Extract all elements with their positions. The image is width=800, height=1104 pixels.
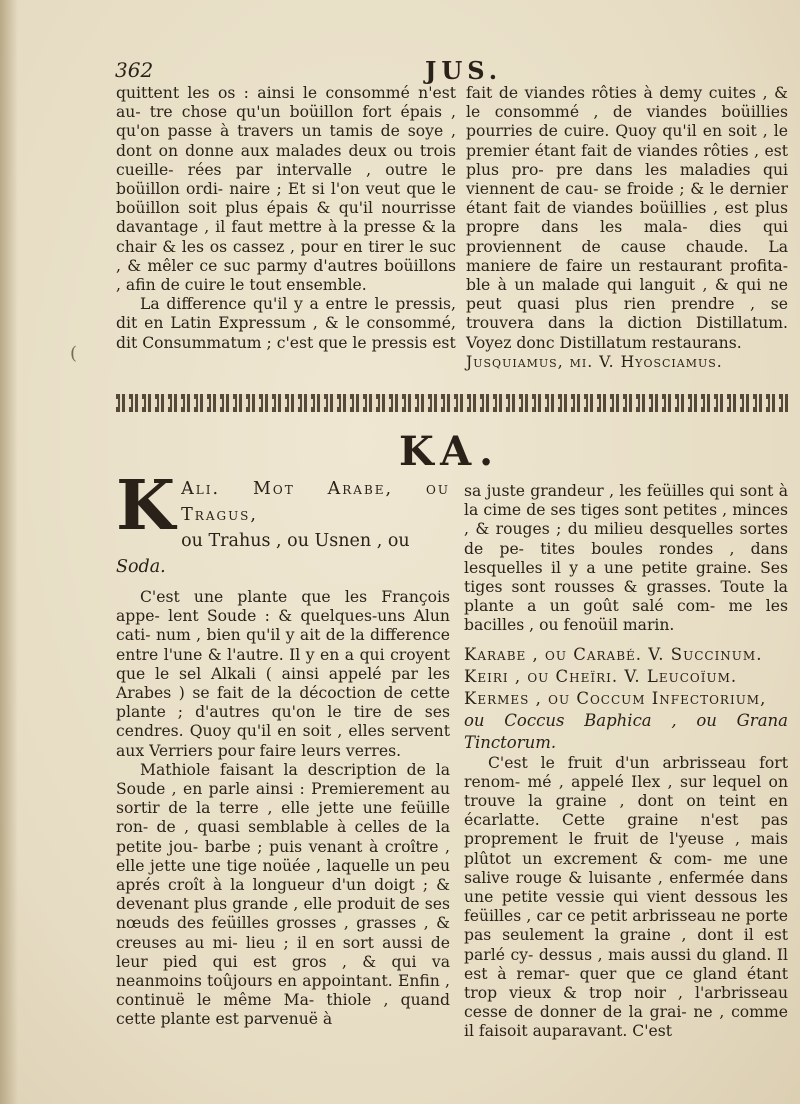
text-line: maniere de faire un restaurant profita-	[466, 256, 788, 275]
text-line: rouges ; du milieu desquelles sortes de pe-	[464, 520, 788, 558]
text-line: C'est le fruit d'un arbrisseau fort renom-	[464, 753, 788, 791]
text-line: tre chose qu'un boüillon fort épais , qu'on	[116, 103, 456, 141]
text-line: boüillies , est plus propre dans les mala-	[466, 199, 789, 237]
text-line: dies qui proviennent de cause chaude. La	[466, 218, 788, 256]
text-line: pre dans les maladies qui viennent de cau-	[466, 160, 788, 199]
entry-kermes-continued	[464, 710, 788, 754]
entry-karabe	[464, 644, 788, 666]
lower-right-column	[464, 482, 788, 1042]
ornament-detail	[116, 399, 788, 407]
entry-kermes	[464, 688, 788, 710]
kali-line-1: Ali. Mot Arabe, ou Tragus,	[181, 479, 450, 525]
text-line: qu'il en soit , elles servent aux Verriers	[116, 722, 450, 760]
text-line: dit en Latin Expressum , & le consommé,	[116, 314, 456, 333]
page-number: 362	[115, 58, 154, 82]
text-line: se froide ; & le dernier étant fait de viandes	[466, 180, 788, 218]
paragraph	[116, 588, 450, 761]
text-line: grande , elle produit de ses nœuds des	[116, 895, 450, 933]
spacer	[116, 580, 450, 588]
text-line: sortir de la terre , elle jette une feüille ron-	[116, 799, 450, 837]
binding-gutter	[0, 0, 18, 1104]
text-line: dans la diction Distillatum. Voyez donc	[466, 314, 788, 352]
text-line: feüilles , car ce petit arbrisseau ne porte pas	[464, 907, 788, 945]
text-line: cassez , pour en tirer le suc , & mêler ce suc	[116, 237, 457, 275]
text-line: se fait de la décoction de cette plante ;	[116, 684, 450, 722]
text-line: feüilles grosses , grasses , & creuses au mi-	[116, 914, 450, 952]
upper-right-column	[466, 84, 788, 372]
text-line: peut quasi plus rien prendre , se trouvera	[466, 295, 788, 333]
paragraph	[116, 84, 456, 295]
kali-line-3: Soda.	[116, 557, 166, 577]
paragraph	[116, 761, 450, 1030]
text-line: dessus , mais aussi du gland. Il est à remar-	[464, 945, 788, 983]
text-line: graine , dont on teint en écarlatte. Cette	[464, 792, 788, 830]
entry-text: Keiri , ou Cheïri. V. Leucoïum.	[464, 666, 738, 686]
text-line: gros , & qui va neanmoins toûjours en	[116, 952, 450, 991]
drop-capital: K	[116, 466, 176, 546]
entry-text: Kermes , ou Coccum Infectorium,	[464, 688, 767, 708]
text-line: num , bien qu'il y ait de la difference entre	[116, 626, 450, 664]
spacer	[464, 636, 788, 644]
text-line: lent Soude : & quelques-uns Alun cati-	[116, 607, 450, 645]
text-line: tout ensemble.	[249, 276, 367, 295]
text-line: seulement la graine , dont il est parlé cy-	[464, 926, 788, 964]
text-line: pour faire leurs verres.	[217, 741, 402, 760]
text-line: quittent les os : ainsi le consommé n'est au-	[116, 84, 456, 122]
text-line: consommé , de viandes boüillies pourries	[466, 103, 788, 141]
kali-entry	[116, 466, 450, 580]
text-line: de , quasi semblable à celles de la petite jou-	[116, 818, 450, 856]
running-head: JUS.	[425, 56, 503, 85]
text-line: Soude , en parle ainsi : Premierement au	[116, 780, 450, 799]
text-line: étant fait de viandes rôties , est plus pro-	[466, 141, 788, 179]
paragraph	[116, 295, 456, 353]
text-line: grasses. Toute la plante a un goût salé com-	[464, 578, 788, 616]
text-line: ble à un malade qui languit , & qui ne	[466, 276, 788, 295]
kali-line-2: ou Trahus , ou Usnen , ou	[181, 531, 410, 551]
text-line: le sel Alkali ( ainsi appelé par les Arabes )	[116, 664, 450, 703]
text-line: fait de viandes rôties à demy cuites , & le	[466, 84, 788, 122]
entry-keiri	[464, 666, 788, 688]
text-line: me les bacilles , ou fenoüil marin.	[464, 597, 788, 635]
text-line: barbe ; puis venant à croître , elle jette une	[116, 837, 451, 875]
text-line: naire ; Et si l'on veut que le boüillon soit	[116, 180, 456, 218]
text-line: Distillatum restaurans.	[559, 333, 742, 352]
text-line: longueur d'un doigt ; & devenant plus	[116, 876, 450, 914]
text-line: La difference qu'il y a entre le pressis,	[140, 295, 456, 314]
text-line: l'yeuse , mais plûtot un excrement & com-	[464, 830, 788, 868]
text-line: tige noüée , laquelle un peu aprés croît à la	[116, 856, 450, 895]
text-line: cime de ses tiges sont petites , minces , &	[464, 501, 788, 539]
paragraph	[464, 482, 788, 636]
text-line: passe à travers un tamis de soye , dont on	[116, 122, 456, 160]
text-line: plus épais & qu'il nourrisse davantage , il	[116, 199, 456, 237]
text-line: rées par intervalle , outre le boüillon ordi-	[116, 160, 456, 199]
text-line: thiole , quand cette plante est parvenuë à	[116, 991, 450, 1029]
page-header	[115, 56, 795, 86]
lower-left-column	[116, 466, 451, 1030]
text-line: ne , comme il faisoit auparavant. C'est	[464, 1003, 788, 1041]
text-line: Mathiole faisant la description de la	[140, 760, 450, 779]
paragraph	[466, 84, 788, 353]
paragraph	[464, 754, 788, 1042]
text-line: donne aux malades deux ou trois cueille-	[116, 141, 456, 179]
entry-jusquiamus	[466, 353, 788, 372]
upper-left-column	[116, 84, 456, 353]
margin-mark: (	[70, 343, 78, 364]
text-line: parmy d'autres boüillons , afin de cuire le	[116, 256, 456, 295]
text-line: une petite graine. Ses tiges sont rousses &	[464, 558, 788, 597]
entry-text: Karabe , ou Carabé. V. Succinum.	[464, 644, 763, 664]
text-line: graine n'est pas proprement le fruit de	[464, 811, 788, 849]
text-line: dit Consummatum ; c'est que le pressis est	[116, 333, 456, 352]
entry-text: ou Coccus Baphica , ou Grana Tinctorum.	[464, 710, 788, 752]
text-line: sa juste grandeur , les feüilles qui sont à la	[464, 482, 788, 520]
ornamental-divider	[116, 394, 788, 412]
text-line: quer que ce gland étant trop vieux & trop	[464, 964, 788, 1003]
text-line: lieu ; il en sort aussi de leur pied qui est	[116, 933, 450, 971]
text-line: de cuire. Quoy qu'il en soit , le premier	[466, 122, 788, 160]
text-line: C'est une plante que les François appe-	[116, 588, 450, 626]
text-line: tites boules rondes , dans lesquelles il y a	[464, 539, 788, 577]
text-line: mé , appelé Ilex , sur lequel on trouve la	[464, 772, 788, 811]
text-line: l'une & l'autre. Il y en a qui croyent que	[116, 645, 450, 683]
text-line: d'autres qu'on le tire de ses cendres. Quoy	[116, 703, 450, 741]
text-line: appointant. Enfin , continuë le même Ma-	[116, 972, 450, 1010]
entry-text: Jusquiamus, mi. V. Hyosciamus.	[466, 352, 723, 371]
text-line: dans une petite vessie qui vient dessous les	[464, 868, 788, 907]
text-line: noir , l'arbrisseau cesse de donner de la grai-	[464, 984, 788, 1022]
text-line: me une salive rouge & luisante , enfermée	[464, 849, 788, 887]
section-heading-text: KA.	[398, 428, 502, 475]
text-line: faut mettre à la presse & la chair & les os	[116, 218, 456, 256]
